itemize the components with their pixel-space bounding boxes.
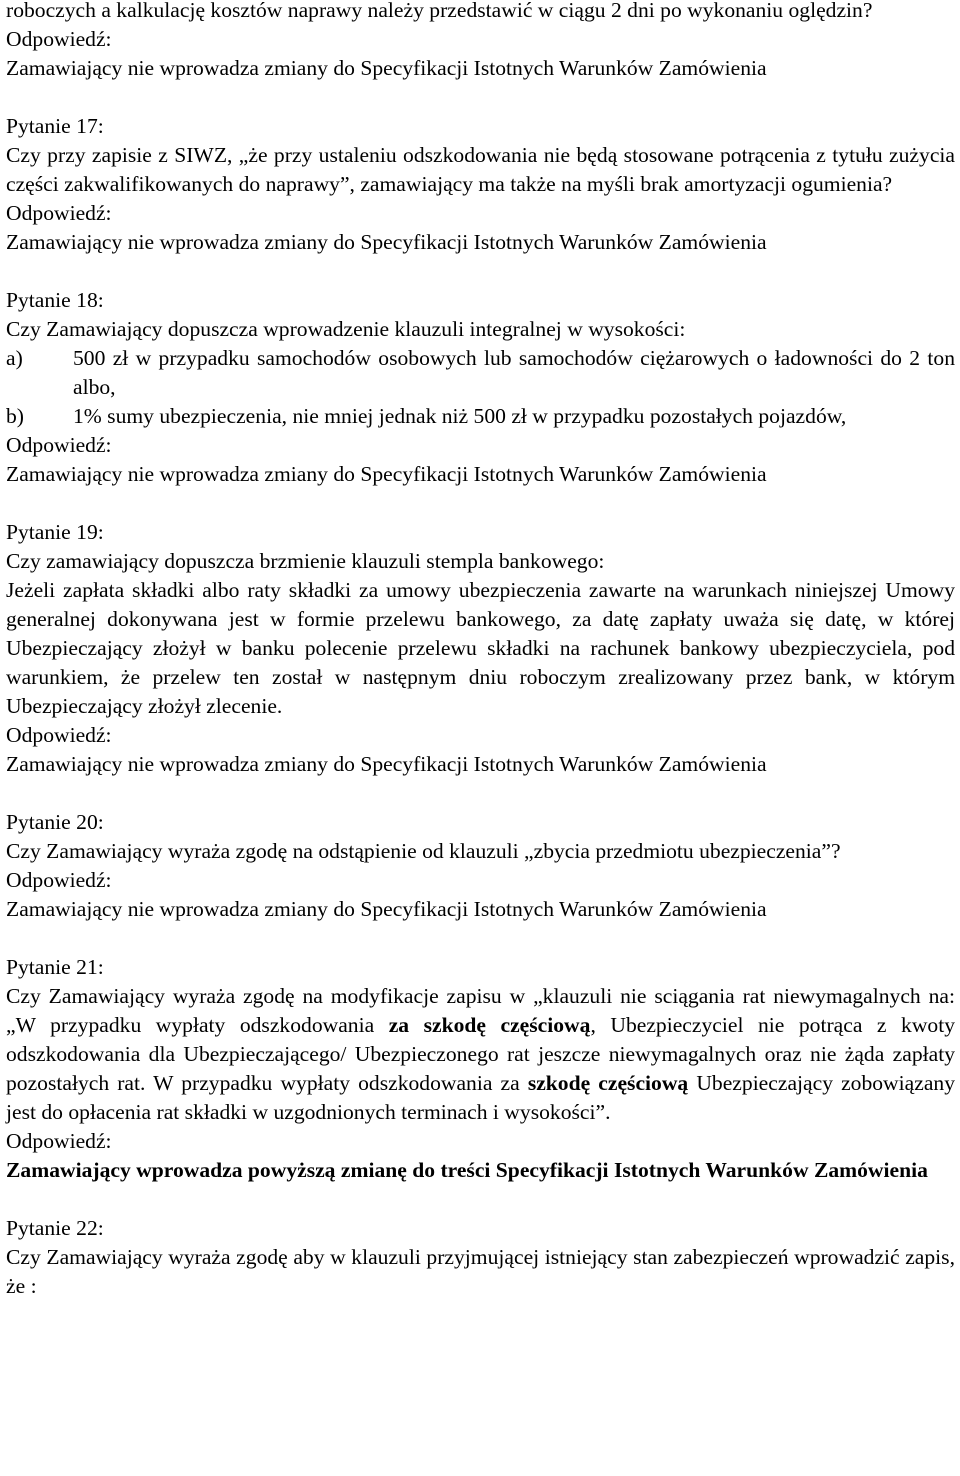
body-text: , Ubezpieczyciel nie potrąca z kwoty odszkodowania dla Ubezpieczającego/ Ubezpieczonego rat jeszcze niewymagalnych oraz nie żąda zapłaty pozostałych rat. W przypadku wypłaty odszkodowania za — [6, 1013, 956, 1095]
list-item-text: 500 zł w przypadku samochodów osobowych lub samochodów ciężarowych o ładowności do 2 ton albo, — [73, 346, 955, 399]
question-title: Pytanie 18: — [6, 288, 104, 312]
bold-phrase: za szkodę częściową — [388, 1013, 591, 1037]
answer-label: Odpowiedź: — [6, 868, 112, 892]
question-body: Czy przy zapisie z SIWZ, „że przy ustaleniu odszkodowania nie będą stosowane potrącenia z tytułu zużycia części zakwalifikowanych do naprawy”, zamawiający ma także na myśli brak amortyzacji ogumienia? — [6, 143, 955, 196]
list-marker: b) — [6, 404, 24, 428]
question-18 — [6, 286, 955, 489]
list-item — [6, 344, 955, 402]
question-22 — [6, 1214, 955, 1301]
answer-label: Odpowiedź: — [6, 27, 112, 51]
question-20 — [6, 808, 955, 924]
bold-phrase: szkodę częściową — [527, 1071, 689, 1095]
answer-text: Zamawiający nie wprowadza zmiany do Specyfikacji Istotnych Warunków Zamówienia — [6, 462, 767, 486]
clause-text: Jeżeli zapłata składki albo raty składki za umowy ubezpieczenia zawarte na warunkach niniejszej Umowy generalnej dokonywana jest w formie przelewu bankowego, za datę zapłaty uważa się datę, w której Ubezpieczający złożył w banku polecenie przelewu składki na rachunek bankowy ubezpieczyciela, pod warunkiem, że przelew ten został w następnym dniu roboczym zrealizowany przez bank, w którym Ubezpieczający złożył zlecenie. — [6, 578, 955, 718]
answer-label: Odpowiedź: — [6, 723, 112, 747]
answer-text: Zamawiający nie wprowadza zmiany do Specyfikacji Istotnych Warunków Zamówienia — [6, 897, 767, 921]
answer-label: Odpowiedź: — [6, 433, 112, 457]
option-list — [6, 344, 955, 431]
list-item — [6, 402, 955, 431]
answer-label: Odpowiedź: — [6, 201, 112, 225]
question-17 — [6, 112, 955, 257]
question-title: Pytanie 22: — [6, 1216, 104, 1240]
question-title: Pytanie 21: — [6, 955, 104, 979]
question-title: Pytanie 19: — [6, 520, 104, 544]
answer-text: Zamawiający wprowadza powyższą zmianę do treści Specyfikacji Istotnych Warunków Zamówienia — [6, 1158, 928, 1182]
question-16-tail — [6, 0, 955, 83]
body-text: Czy Zamawiający wyraża zgodę na modyfikacje zapisu w „klauzuli nie sciągania rat niewymagalnych na: „W przypadku wypłaty odszkodowania — [6, 984, 955, 1037]
answer-text: Zamawiający nie wprowadza zmiany do Specyfikacji Istotnych Warunków Zamówienia — [6, 230, 767, 254]
question-body: Czy zamawiający dopuszcza brzmienie klauzuli stempla bankowego: — [6, 549, 605, 573]
question-body: Czy Zamawiający wyraża zgodę aby w klauzuli przyjmującej istniejący stan zabezpieczeń wprowadzić zapis, że : — [6, 1245, 955, 1298]
question-body: Czy Zamawiający dopuszcza wprowadzenie klauzuli integralnej w wysokości: — [6, 317, 686, 341]
question-title: Pytanie 17: — [6, 114, 104, 138]
answer-text: Zamawiający nie wprowadza zmiany do Specyfikacji Istotnych Warunków Zamówienia — [6, 56, 767, 80]
body-text: Ubezpieczający zobowiązany jest do opłacenia rat składki w uzgodnionych terminach i wysokości”. — [6, 1071, 956, 1124]
answer-label: Odpowiedź: — [6, 1129, 112, 1153]
question-body: roboczych a kalkulację kosztów naprawy należy przedstawić w ciągu 2 dni po wykonaniu oględzin? — [6, 0, 873, 22]
answer-text: Zamawiający nie wprowadza zmiany do Specyfikacji Istotnych Warunków Zamówienia — [6, 752, 767, 776]
list-marker: a) — [6, 346, 23, 370]
question-19 — [6, 518, 955, 779]
question-title: Pytanie 20: — [6, 810, 104, 834]
question-body: Czy Zamawiający wyraża zgodę na odstąpienie od klauzuli „zbycia przedmiotu ubezpieczenia”? — [6, 839, 841, 863]
question-21 — [6, 953, 955, 1185]
question-body — [6, 982, 955, 1127]
list-item-text: 1% sumy ubezpieczenia, nie mniej jednak niż 500 zł w przypadku pozostałych pojazdów, — [73, 404, 847, 428]
